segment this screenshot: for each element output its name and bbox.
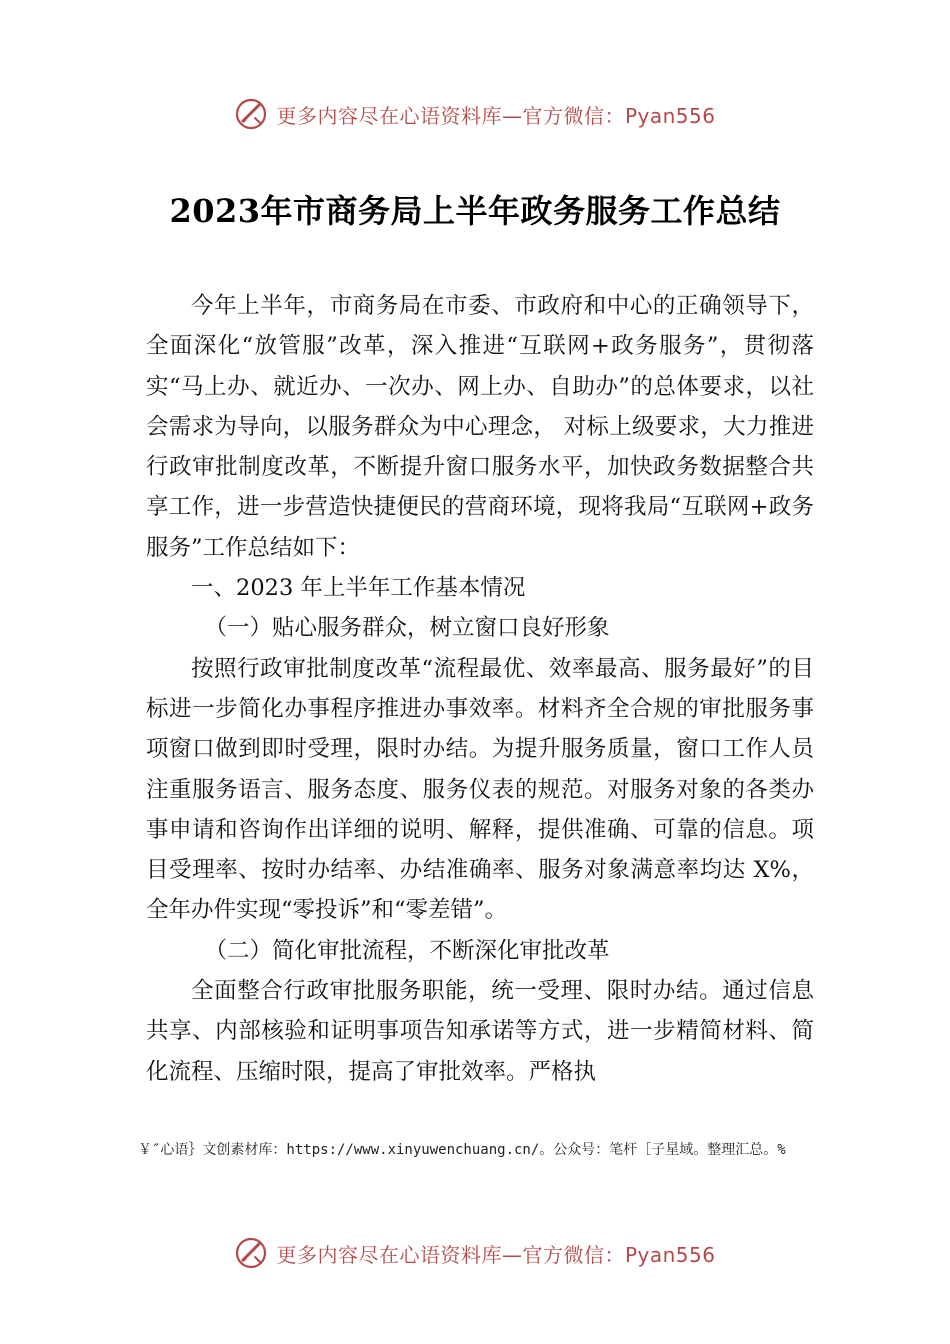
header-banner-text: 更多内容尽在心语资料库—官方微信：Pyan556 [276,103,716,128]
section-heading-1: 一、2023 年上半年工作基本情况 [191,575,526,602]
footer-banner-text: 更多内容尽在心语资料库—官方微信：Pyan556 [276,1242,716,1267]
source-footnote: ￥″心语｝文创素材库：https://www.xinyuwenchuang.cn/。公众号：笔杆［子星域。整理汇总。% [138,1142,786,1158]
subsection-heading-1: （一）贴心服务群众，树立窗口良好形象 [204,615,610,642]
brush-logo-icon [234,97,268,131]
paragraph-intro: 今年上半年，市商务局在市委、市政府和中心的正确领导下，全面深化“放管服”改革，深入推进“互联网+政务服务”，贯彻落实“马上办、就近办、一次办、网上办、自助办”的总体要求，以社会需求为导向，以服务群众为中心理念， 对标上级要求，大力推进行政审批制度改革，不断提升窗口服务水平，加快政务数据整合共享工作，进一步营造快捷便民的营商环境，现将我局“互联网+政务服务”工作总结如下： [146,293,814,561]
footer-banner [0,1233,950,1273]
document-title: 2023年市商务局上半年政务服务工作总结 [169,192,781,230]
paragraph-service: 按照行政审批制度改革“流程最优、效率最高、服务最好”的目标进一步简化办事程序推进办事效率。材料齐全合规的审批服务事项窗口做到即时受理，限时办结。为提升服务质量，窗口工作人员注重服务语言、服务态度、服务仪表的规范。对服务对象的各类办事申请和咨询作出详细的说明、解释，提供准确、可靠的信息。项目受理率、按时办结率、办结准确率、服务对象满意率均达 X%，全年办件实现“零投诉”和“零差错”。 [146,655,814,924]
paragraph-approval: 全面整合行政审批服务职能，统一受理、限时办结。通过信息共享、内部核验和证明事项告知承诺等方式，进一步精简材料、简化流程、压缩时限，提高了审批效率。严格执 [146,978,814,1085]
document-body [146,286,814,1092]
header-banner [0,94,950,134]
brush-logo-icon [234,1236,268,1270]
subsection-heading-2: （二）简化审批流程，不断深化审批改革 [204,937,610,964]
